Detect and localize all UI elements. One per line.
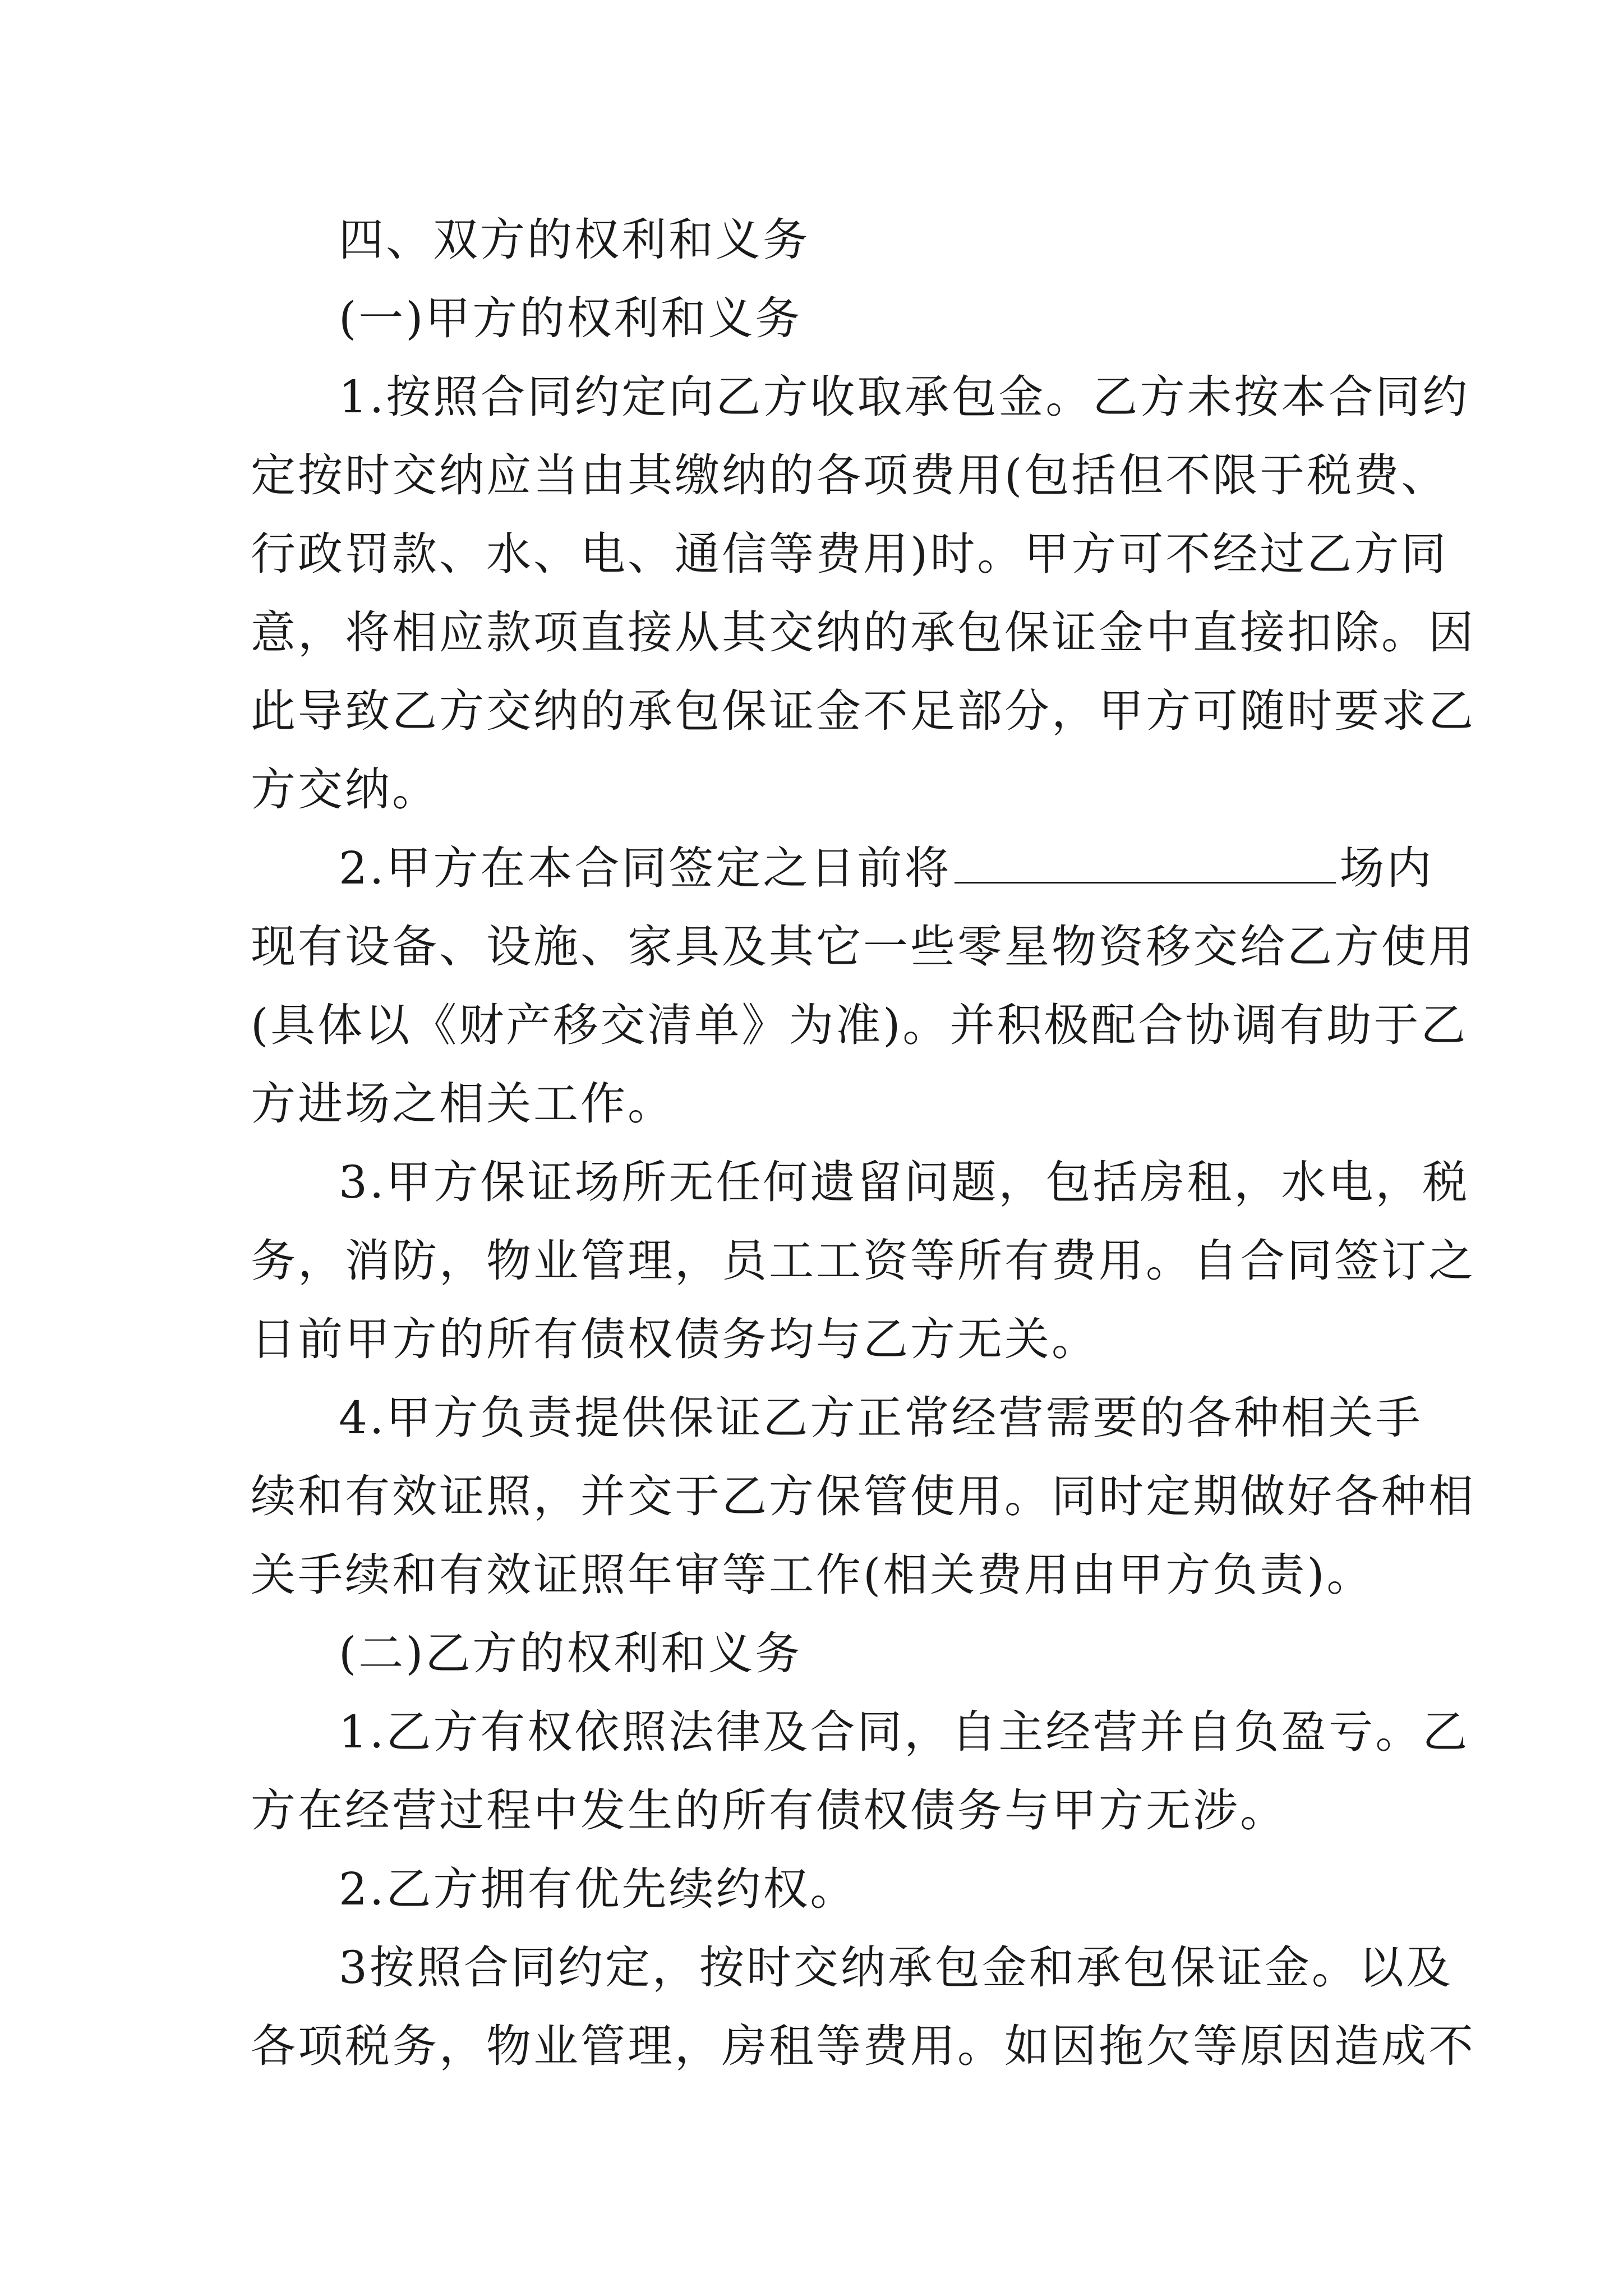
paragraph-line: 务，消防，物业管理，员工工资等所有费用。自合同签订之 <box>251 1235 1476 1287</box>
paragraph-text: 2.甲方在本合同签定之日前将 <box>339 842 952 894</box>
fill-in-blank[interactable] <box>955 835 1336 884</box>
paragraph-line: 各项税务，物业管理，房租等费用。如因拖欠等原因造成不 <box>251 2020 1476 2072</box>
section-heading: 四、双方的权利和义务 <box>339 214 810 266</box>
paragraph-line: 定按时交纳应当由其缴纳的各项费用(包括但不限于税费、 <box>251 449 1449 501</box>
paragraph-line: 方在经营过程中发生的所有债权债务与甲方无涉。 <box>251 1784 1287 1837</box>
paragraph-line: 2.乙方拥有优先续约权。 <box>339 1863 857 1915</box>
paragraph-line: 方进场之相关工作。 <box>251 1078 675 1130</box>
paragraph-line: 行政罚款、水、电、通信等费用)时。甲方可不经过乙方同 <box>251 528 1449 580</box>
paragraph-line: 4.甲方负责提供保证乙方正常经营需要的各种相关手 <box>339 1392 1423 1444</box>
paragraph-line: 1.乙方有权依照法律及合同，自主经营并自负盈亏。乙 <box>339 1706 1470 1758</box>
paragraph-line: 3按照合同约定，按时交纳承包金和承包保证金。以及 <box>339 1941 1453 1994</box>
paragraph-line: 关手续和有效证照年审等工作(相关费用由甲方负责)。 <box>251 1549 1374 1601</box>
paragraph-line: 此导致乙方交纳的承包保证金不足部分，甲方可随时要求乙 <box>251 685 1476 737</box>
paragraph-line: 现有设备、设施、家具及其它一些零星物资移交给乙方使用 <box>251 921 1476 973</box>
paragraph-line: 续和有效证照，并交于乙方保管使用。同时定期做好各种相 <box>251 1470 1476 1522</box>
paragraph-line: 1.按照合同约定向乙方收取承包金。乙方未按本合同约 <box>339 371 1470 423</box>
paragraph-line: (具体以《财产移交清单》为准)。并积极配合协调有助于乙 <box>251 999 1468 1051</box>
subsection-heading-party-b: (二)乙方的权利和义务 <box>339 1627 803 1680</box>
paragraph-line: 3.甲方保证场所无任何遗留问题，包括房租，水电，税 <box>339 1156 1470 1208</box>
paragraph-line: 意，将相应款项直接从其交纳的承包保证金中直接扣除。因 <box>251 606 1476 659</box>
paragraph-line: 方交纳。 <box>251 763 439 816</box>
paragraph-text: 场内 <box>1339 842 1434 894</box>
subsection-heading-party-a: (一)甲方的权利和义务 <box>339 292 803 344</box>
paragraph-line: 日前甲方的所有债权债务均与乙方无关。 <box>251 1313 1099 1365</box>
paragraph-line-with-blank <box>339 835 1433 902</box>
